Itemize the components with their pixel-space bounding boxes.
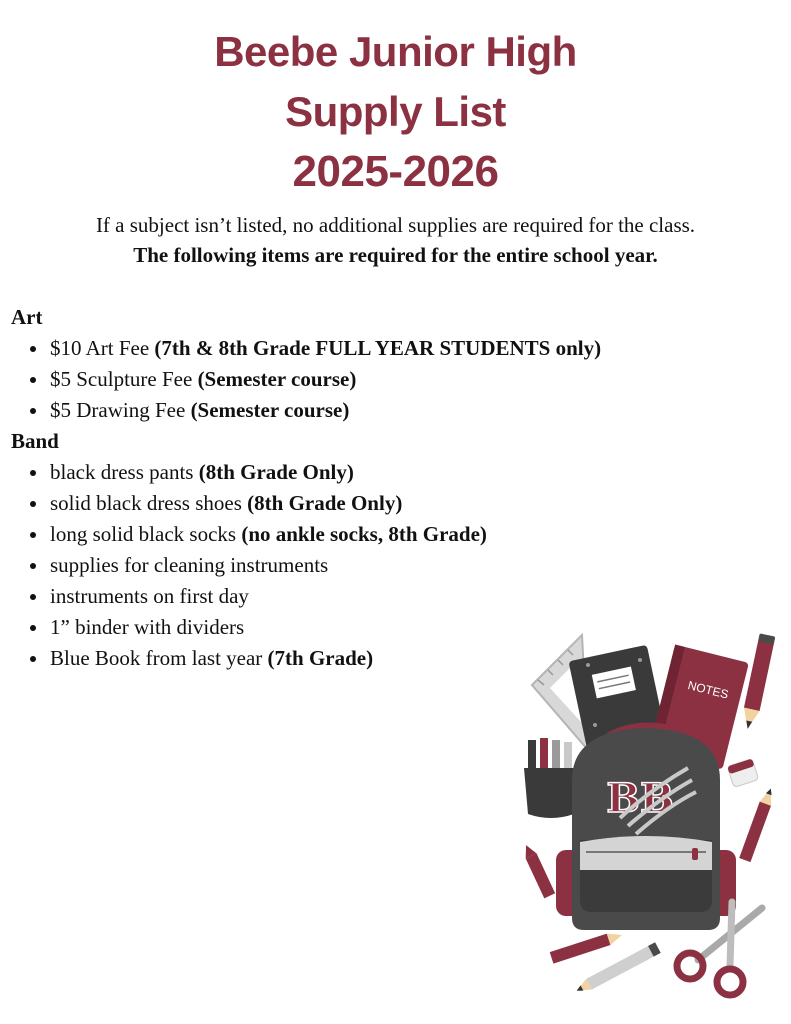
backpack-illustration (520, 630, 780, 1000)
item-text: black dress pants (50, 460, 199, 484)
item-text: $10 Art Fee (50, 336, 155, 360)
art-item-list (11, 333, 631, 426)
intro-line-2: The following items are required for the entire school year. (133, 243, 658, 267)
section-heading-band: Band (11, 429, 59, 453)
crayon-cup-icon (524, 738, 578, 818)
notes-label: NOTES (686, 678, 730, 702)
section-art (11, 302, 631, 426)
list-item (11, 395, 631, 426)
list-item (11, 333, 631, 364)
list-item (11, 364, 631, 395)
item-note: (7th & 8th Grade FULL YEAR STUDENTS only) (154, 336, 602, 360)
page-title (0, 22, 791, 202)
supply-lists (11, 302, 631, 674)
intro-text (0, 210, 791, 270)
list-item (11, 550, 631, 581)
item-text: supplies for cleaning instruments (50, 553, 329, 577)
item-note: (no ankle socks, 8th Grade) (241, 522, 487, 546)
list-item (11, 488, 631, 519)
item-note: (8th Grade Only) (198, 460, 354, 484)
item-note: (7th Grade) (267, 646, 374, 670)
list-item (11, 581, 631, 612)
pencil-icon (739, 787, 776, 863)
list-item (11, 519, 631, 550)
item-text: long solid black socks (50, 522, 242, 546)
list-item (11, 457, 631, 488)
item-text: $5 Sculpture Fee (50, 367, 198, 391)
crayon-icon (521, 843, 556, 899)
item-text: solid black dress shoes (50, 491, 248, 515)
section-heading-art: Art (11, 305, 43, 329)
backpack-logo: BB (606, 775, 674, 822)
pencil-icon (740, 633, 776, 730)
item-note: (8th Grade Only) (247, 491, 403, 515)
item-text: Blue Book from last year (50, 646, 268, 670)
item-note: (Semester course) (190, 398, 350, 422)
backpack-icon (556, 726, 736, 930)
eraser-icon (727, 759, 759, 788)
item-text: instruments on first day (50, 584, 249, 608)
list-title: Supply List (285, 88, 506, 135)
school-year: 2025-2026 (292, 147, 499, 196)
intro-line-1: If a subject isn’t listed, no additional supplies are required for the class. (95, 213, 696, 237)
school-name: Beebe Junior High (214, 28, 577, 75)
item-text: $5 Drawing Fee (50, 398, 191, 422)
pencil-icon (550, 929, 624, 963)
item-note: (Semester course) (197, 367, 357, 391)
item-text: 1” binder with dividers (50, 615, 245, 639)
